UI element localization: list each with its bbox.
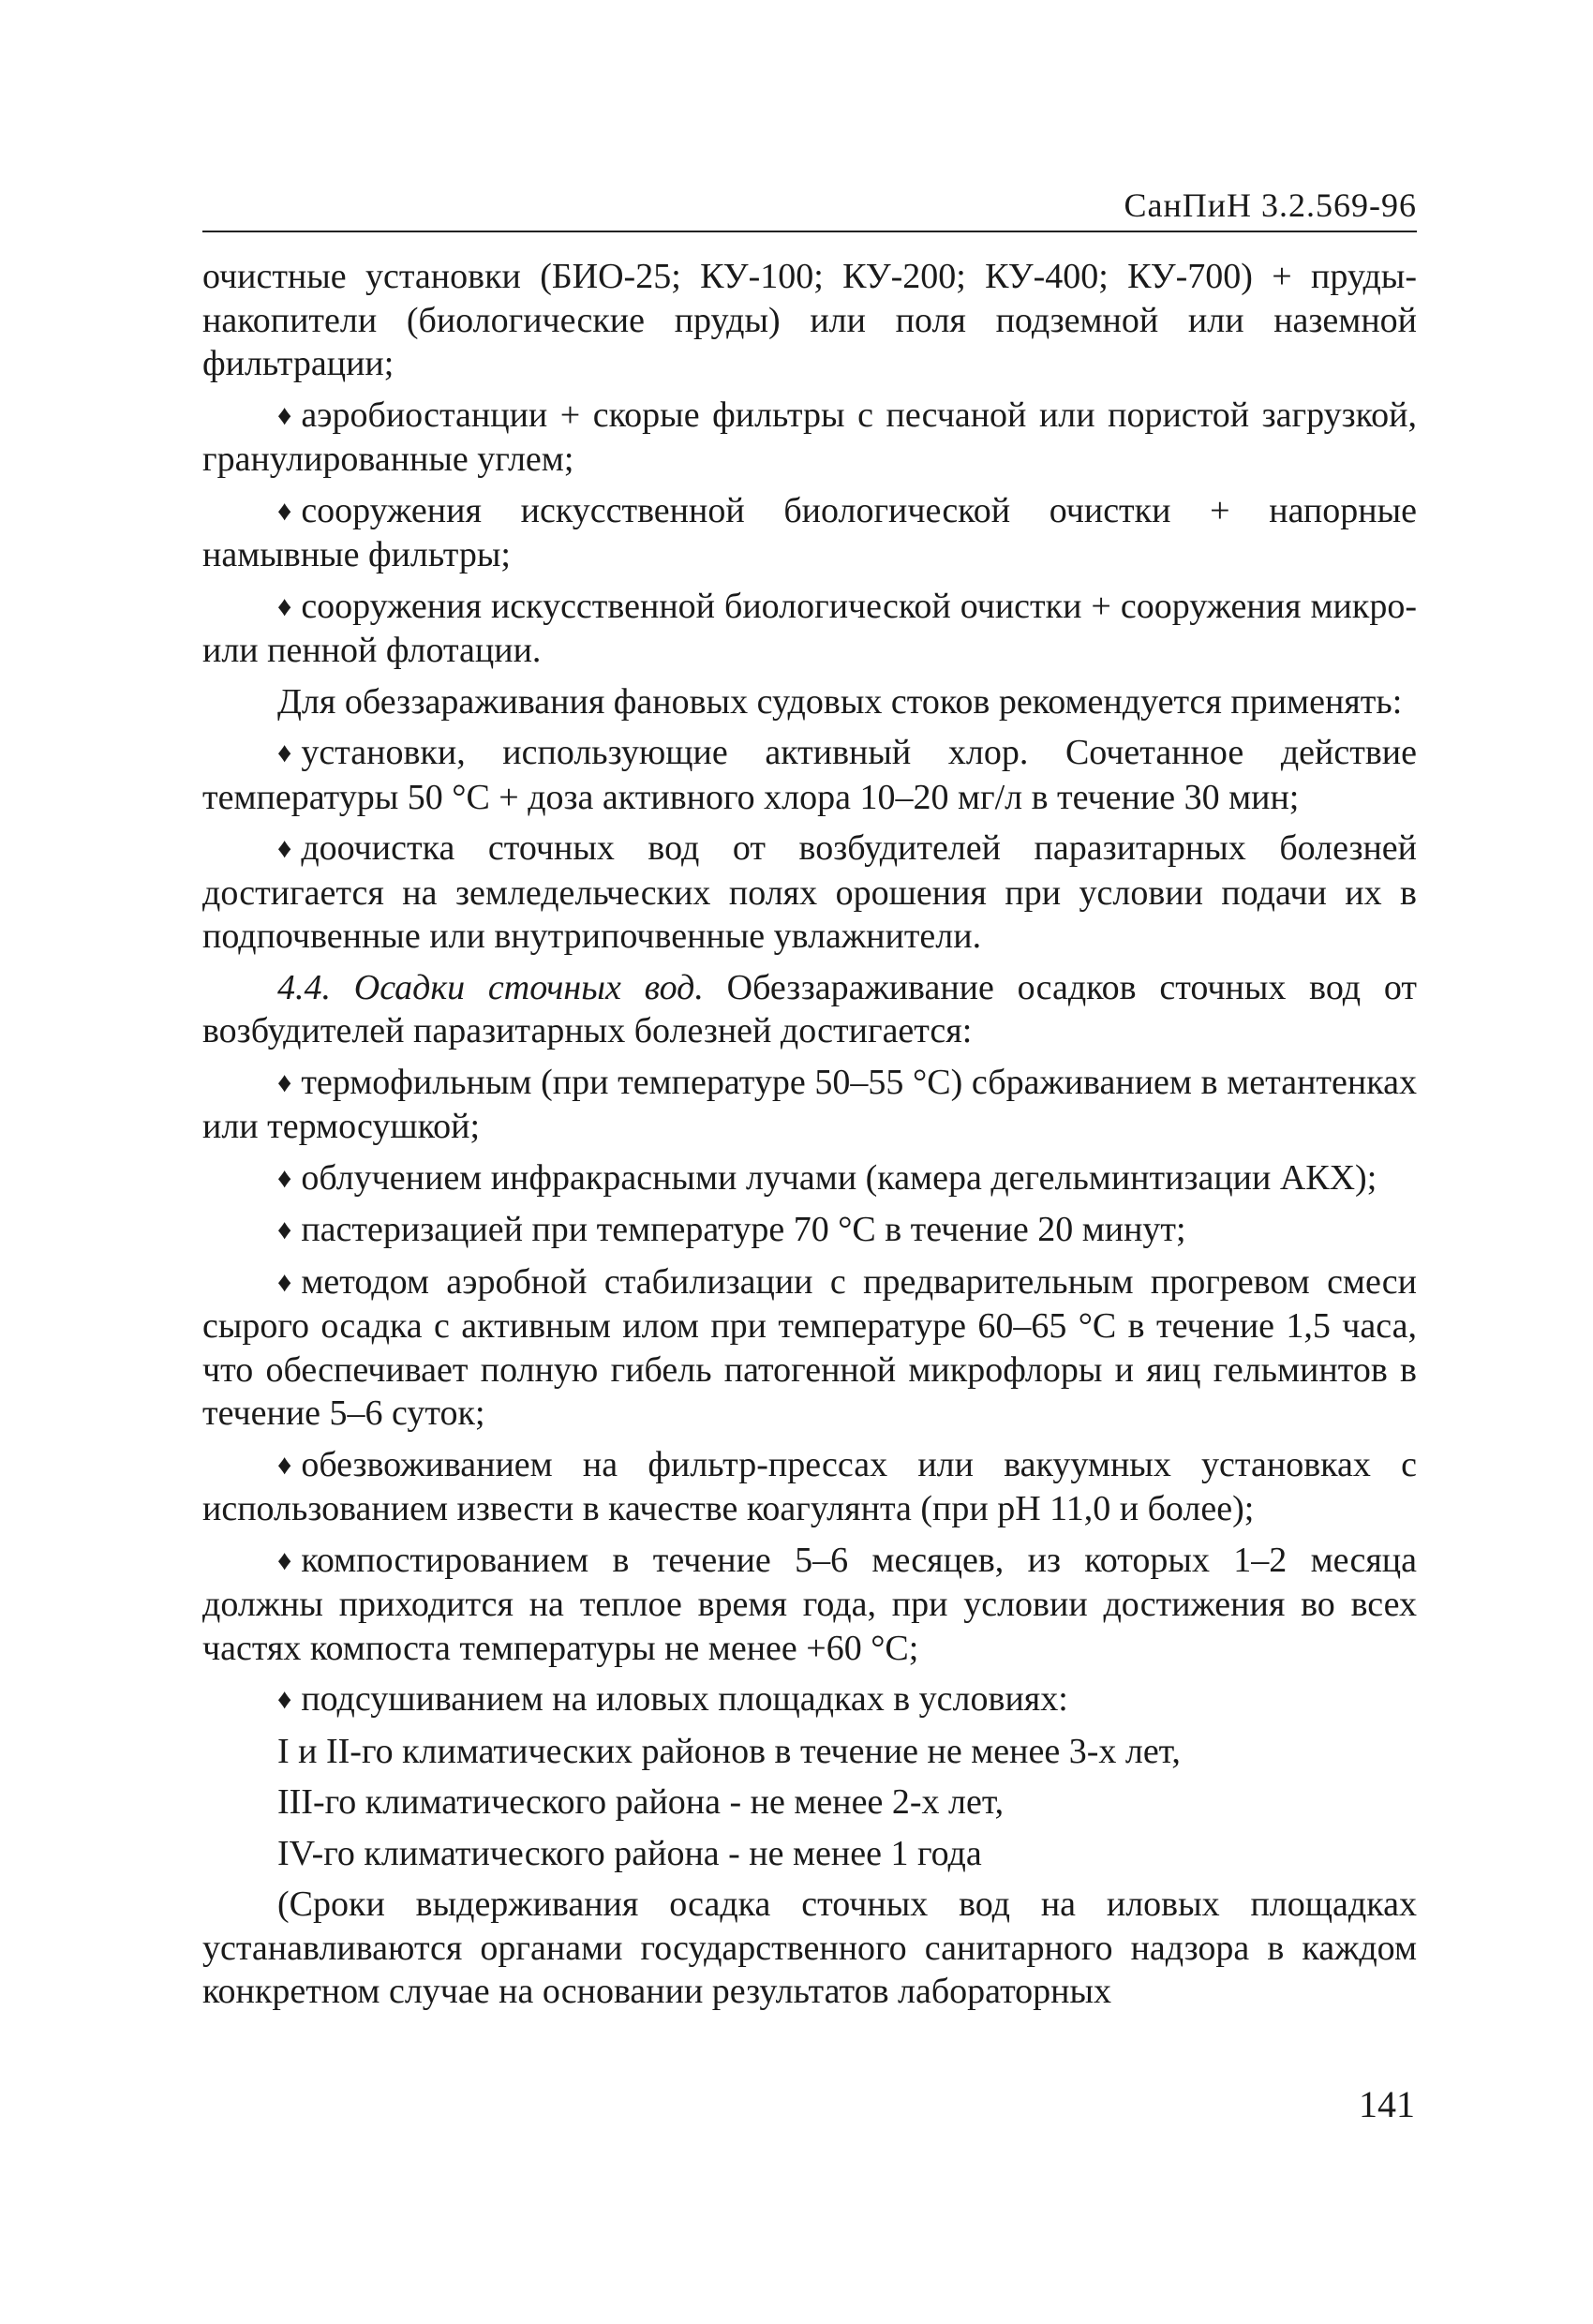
bullet-text: доочистка сточных вод от возбудителей паразитарных болезней достигается на земледельческих полях орошения при условии подачи их в подпочвенные или внутрипочвенные увлажнители.: [202, 828, 1417, 956]
bullet-text: сооружения искусственной биологической очистки + сооружения микро- или пенной флотации.: [202, 586, 1417, 670]
section-number: 4.4.: [277, 967, 331, 1007]
page-header: [202, 184, 1417, 232]
climate-line: III-го климатического района - не менее 2-х лет,: [277, 1782, 1005, 1822]
diamond-bullet-icon: ♦: [277, 1214, 292, 1245]
document-code: СанПиН 3.2.569-96: [1124, 186, 1417, 224]
bullet-item: [202, 1061, 1417, 1149]
paragraph: Для обеззараживания фановых судовых стоков рекомендуется применять:: [277, 681, 1403, 722]
page-number: 141: [1359, 2083, 1415, 2125]
diamond-bullet-icon: ♦: [277, 1684, 292, 1715]
bullet-text: аэробиостанции + скорые фильтры с песчаной или пористой загрузкой, гранулированные углем;: [202, 395, 1417, 479]
bullet-text: методом аэробной стабилизации с предварительным прогревом смеси сырого осадка с активным илом при температуре 60–65 °С в течение 1,5 часа, что обеспечивает полную гибель патогенной микрофлоры и яиц гельминтов в течение 5–6 суток;: [202, 1261, 1417, 1433]
section-paragraph: [202, 966, 1417, 1053]
bullet-item: [202, 489, 1417, 577]
bullet-item: [202, 1443, 1417, 1531]
bullet-item: [202, 394, 1417, 482]
page-body: [202, 255, 1417, 2021]
bullet-text: установки, использующие активный хлор. Сочетанное действие температуры 50 °С + доза активного хлора 10–20 мг/л в течение 30 мин;: [202, 733, 1417, 817]
section-text: Обеззараживание осадков сточных вод от возбудителей паразитарных болезней достигается:: [202, 967, 1417, 1050]
paragraph-continuation: очистные установки (БИО-25; КУ-100; КУ-200; КУ-400; КУ-700) + пруды-накопители (биологические пруды) или поля подземной или наземной фильтрации;: [202, 257, 1417, 383]
bullet-item: [202, 1208, 1417, 1253]
diamond-bullet-icon: ♦: [277, 495, 292, 527]
bullet-item: [202, 1156, 1417, 1201]
diamond-bullet-icon: ♦: [277, 1266, 292, 1298]
bullet-text: подсушиванием на иловых площадках в условиях:: [301, 1679, 1068, 1719]
bullet-item: [202, 1539, 1417, 1671]
diamond-bullet-icon: ♦: [277, 590, 292, 622]
diamond-bullet-icon: ♦: [277, 1162, 292, 1194]
bullet-text: пастеризацией при температуре 70 °С в течение 20 минут;: [301, 1210, 1186, 1249]
bullet-item: [202, 731, 1417, 819]
bullet-text: сооружения искусственной биологической очистки + напорные намывные фильтры;: [202, 490, 1417, 574]
bullet-item: [202, 827, 1417, 959]
diamond-bullet-icon: ♦: [277, 1544, 292, 1576]
bullet-item: [202, 1677, 1417, 1722]
bullet-text: компостированием в течение 5–6 месяцев, из которых 1–2 месяца должны приходится на теплое время года, при условии достижения во всех частях компоста температуры не менее +60 °С;: [202, 1540, 1417, 1668]
bullet-item: [202, 1260, 1417, 1436]
diamond-bullet-icon: ♦: [277, 737, 292, 768]
diamond-bullet-icon: ♦: [277, 1066, 292, 1098]
bullet-item: [202, 585, 1417, 673]
section-title: Осадки сточных вод.: [353, 967, 704, 1007]
bullet-text: термофильным (при температуре 50–55 °С) сбраживанием в метантенках или термосушкой;: [202, 1062, 1417, 1146]
paragraph: (Сроки выдерживания осадка сточных вод на иловых площадках устанавливаются органами государственного санитарного надзора в каждом конкретном случае на основании результатов лабораторных: [202, 1885, 1417, 2011]
bullet-text: облучением инфракрасными лучами (камера дегельминтизации АКХ);: [301, 1157, 1377, 1198]
climate-line: I и II-го климатических районов в течение не менее 3-х лет,: [277, 1731, 1181, 1771]
diamond-bullet-icon: ♦: [277, 1449, 292, 1481]
climate-line: IV-го климатического района - не менее 1 года: [277, 1833, 982, 1873]
diamond-bullet-icon: ♦: [277, 399, 292, 431]
bullet-text: обезвоживанием на фильтр-прессах или вакуумных установках с использованием извести в качестве коагулянта (при pH 11,0 и более);: [202, 1444, 1417, 1528]
diamond-bullet-icon: ♦: [277, 833, 292, 864]
